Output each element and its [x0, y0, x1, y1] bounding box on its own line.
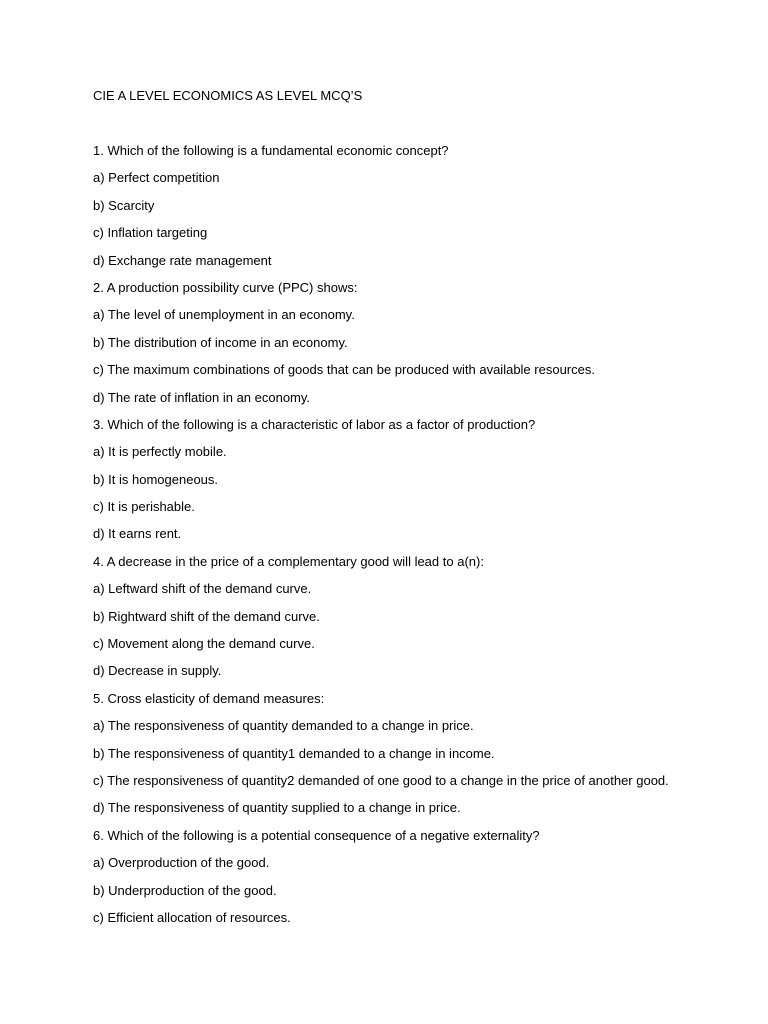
option-6a: a) Overproduction of the good.	[93, 855, 270, 871]
question-list	[93, 142, 733, 936]
option-1b: b) Scarcity	[93, 197, 155, 213]
option-3b: b) It is homogeneous.	[93, 471, 219, 487]
question-3: 3. Which of the following is a characteristic of labor as a factor of production?	[93, 416, 536, 432]
question-6: 6. Which of the following is a potential consequence of a negative externality?	[93, 827, 540, 843]
document-title: CIE A LEVEL ECONOMICS AS LEVEL MCQ’S	[93, 88, 363, 103]
option-1a: a) Perfect competition	[93, 170, 220, 186]
option-4b: b) Rightward shift of the demand curve.	[93, 608, 320, 624]
option-6b: b) Underproduction of the good.	[93, 882, 277, 898]
option-2b: b) The distribution of income in an economy.	[93, 334, 348, 350]
option-5d: d) The responsiveness of quantity supplied to a change in price.	[93, 800, 461, 816]
option-2c: c) The maximum combinations of goods that can be produced with available resources.	[93, 362, 595, 378]
option-5a: a) The responsiveness of quantity demanded to a change in price.	[93, 718, 474, 734]
option-2d: d) The rate of inflation in an economy.	[93, 389, 311, 405]
option-4a: a) Leftward shift of the demand curve.	[93, 581, 312, 597]
question-4: 4. A decrease in the price of a complementary good will lead to a(n):	[93, 553, 484, 569]
option-3d: d) It earns rent.	[93, 526, 182, 542]
option-3c: c) It is perishable.	[93, 499, 195, 515]
option-1d: d) Exchange rate management	[93, 252, 272, 268]
option-2a: a) The level of unemployment in an economy.	[93, 307, 355, 323]
option-3a: a) It is perfectly mobile.	[93, 444, 227, 460]
option-1c: c) Inflation targeting	[93, 225, 208, 241]
option-5c: c) The responsiveness of quantity2 demanded of one good to a change in the price of another good.	[93, 772, 669, 788]
question-2: 2. A production possibility curve (PPC) shows:	[93, 279, 358, 295]
question-5: 5. Cross elasticity of demand measures:	[93, 690, 325, 706]
option-4c: c) Movement along the demand curve.	[93, 636, 315, 652]
option-6c: c) Efficient allocation of resources.	[93, 909, 291, 925]
option-5b: b) The responsiveness of quantity1 demanded to a change in income.	[93, 745, 495, 761]
question-1: 1. Which of the following is a fundamental economic concept?	[93, 143, 449, 158]
option-4d: d) Decrease in supply.	[93, 663, 222, 679]
